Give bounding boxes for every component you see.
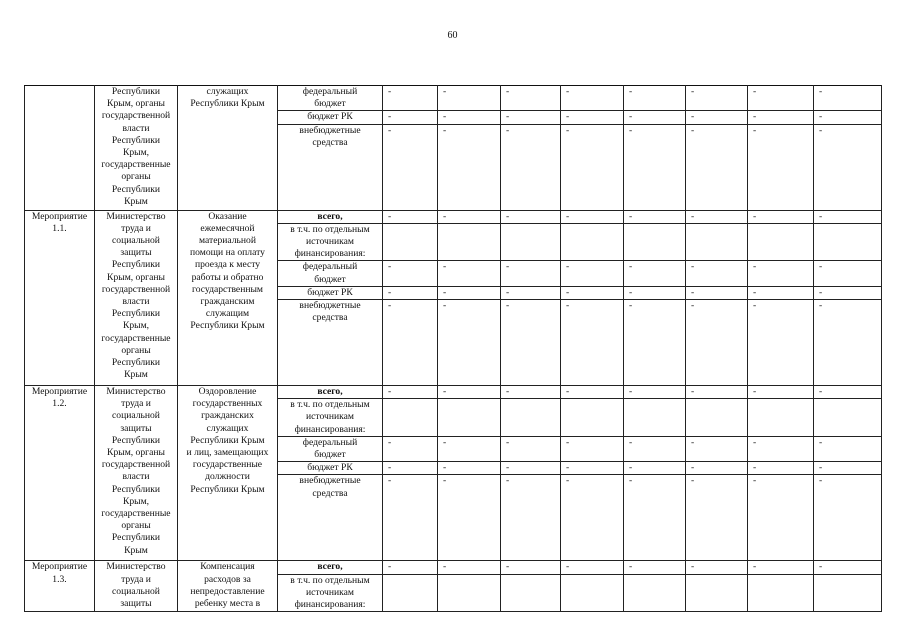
value-cell: - [383,561,438,574]
value-cell: - [814,561,882,574]
value-cell: - [561,86,624,111]
value-cell: - [814,436,882,461]
value-cell: - [438,111,501,124]
measure-name-cell: Мероприятие 1.3. [25,561,95,612]
value-cell: - [383,462,438,475]
executor-cell: Министерство труда и социальной защиты Республики Крым, органы государственной власти Республики Крым, государственные органы Республики Крым [95,386,178,561]
value-cell: - [814,210,882,223]
page-number: 60 [447,30,458,41]
value-cell-empty [624,574,686,612]
value-cell: - [748,261,814,286]
value-cell: - [814,462,882,475]
value-cell: - [501,462,561,475]
value-cell: - [383,286,438,299]
value-cell-empty [438,574,501,612]
description-cell: Компенсация расходов за непредоставление ребенку места в [178,561,278,612]
funding-source-cell: бюджет РК [278,286,383,299]
value-cell: - [383,261,438,286]
funding-source-cell: бюджет РК [278,111,383,124]
value-cell-empty [748,399,814,437]
measure-name-cell: Мероприятие 1.1. [25,210,95,385]
funding-source-cell: внебюджетные средства [278,124,383,210]
funding-source-cell: внебюджетные средства [278,300,383,386]
value-cell: - [624,436,686,461]
value-cell: - [501,86,561,111]
value-cell: - [814,111,882,124]
value-cell: - [686,111,748,124]
funding-source-cell: в т.ч. по отдельным источникам финансирования: [278,399,383,437]
value-cell-empty [624,399,686,437]
value-cell: - [624,86,686,111]
value-cell: - [686,436,748,461]
funding-source-cell: внебюджетные средства [278,475,383,561]
value-cell: - [438,86,501,111]
executor-cell: Министерство труда и социальной защиты Республики Крым, органы государственной власти Республики Крым, государственные органы Республики Крым [95,210,178,385]
value-cell: - [686,462,748,475]
value-cell: - [501,561,561,574]
value-cell: - [748,386,814,399]
value-cell: - [748,86,814,111]
value-cell: - [748,286,814,299]
value-cell: - [686,86,748,111]
measure-name-cell [25,86,95,211]
value-cell: - [501,386,561,399]
value-cell: - [748,436,814,461]
value-cell: - [438,300,501,386]
value-cell: - [561,111,624,124]
value-cell: - [501,436,561,461]
value-cell: - [624,462,686,475]
value-cell: - [438,261,501,286]
executor-cell: Республики Крым, органы государственной власти Республики Крым, государственные органы Республики Крым [95,86,178,211]
value-cell: - [686,210,748,223]
value-cell: - [624,286,686,299]
value-cell: - [561,261,624,286]
value-cell: - [501,475,561,561]
funding-source-cell: в т.ч. по отдельным источникам финансирования: [278,574,383,612]
funding-source-cell: федеральный бюджет [278,86,383,111]
value-cell: - [814,386,882,399]
value-cell: - [438,475,501,561]
value-cell: - [748,124,814,210]
value-cell: - [383,86,438,111]
value-cell: - [686,286,748,299]
value-cell: - [383,475,438,561]
value-cell-empty [561,574,624,612]
value-cell: - [438,561,501,574]
value-cell-empty [501,399,561,437]
value-cell: - [814,300,882,386]
value-cell: - [686,300,748,386]
value-cell: - [624,561,686,574]
value-cell: - [383,124,438,210]
value-cell: - [561,210,624,223]
description-cell: Оздоровление государственных гражданских служащих Республики Крым и лиц, замещающих государственные должности Республики Крым [178,386,278,561]
value-cell-empty [814,223,882,261]
value-cell: - [383,300,438,386]
value-cell: - [438,436,501,461]
value-cell: - [686,386,748,399]
table-row [25,86,882,111]
description-cell: служащих Республики Крым [178,86,278,211]
value-cell: - [686,475,748,561]
value-cell: - [438,210,501,223]
funding-source-cell: всего, [278,561,383,574]
value-cell: - [814,475,882,561]
value-cell: - [561,124,624,210]
value-cell: - [561,436,624,461]
value-cell-empty [748,574,814,612]
value-cell: - [561,300,624,386]
value-cell: - [383,386,438,399]
value-cell: - [561,286,624,299]
value-cell: - [624,261,686,286]
value-cell: - [501,210,561,223]
value-cell-empty [383,399,438,437]
value-cell: - [501,261,561,286]
value-cell: - [561,462,624,475]
value-cell: - [624,386,686,399]
value-cell: - [624,111,686,124]
funding-source-cell: федеральный бюджет [278,261,383,286]
value-cell: - [686,124,748,210]
value-cell-empty [814,574,882,612]
value-cell: - [561,561,624,574]
value-cell: - [624,210,686,223]
value-cell: - [501,111,561,124]
executor-cell: Министерство труда и социальной защиты [95,561,178,612]
value-cell-empty [624,223,686,261]
value-cell: - [501,286,561,299]
value-cell-empty [686,574,748,612]
value-cell: - [624,475,686,561]
description-cell: Оказание ежемесячной материальной помощи на оплату проезда к месту работы и обратно государственным гражданским служащим Республики Крым [178,210,278,385]
value-cell-empty [501,223,561,261]
value-cell: - [686,261,748,286]
value-cell: - [748,462,814,475]
value-cell: - [624,124,686,210]
value-cell: - [438,286,501,299]
value-cell: - [383,210,438,223]
value-cell-empty [686,399,748,437]
value-cell-empty [814,399,882,437]
value-cell-empty [561,223,624,261]
measure-name-cell: Мероприятие 1.2. [25,386,95,561]
value-cell: - [501,124,561,210]
value-cell: - [686,561,748,574]
funding-source-cell: всего, [278,386,383,399]
value-cell: - [383,111,438,124]
value-cell: - [814,261,882,286]
value-cell: - [561,475,624,561]
value-cell: - [501,300,561,386]
funding-source-cell: в т.ч. по отдельным источникам финансирования: [278,223,383,261]
funding-source-cell: федеральный бюджет [278,436,383,461]
table-body [25,86,882,612]
value-cell-empty [438,223,501,261]
program-table-wrap [24,85,882,612]
table-row [25,210,882,223]
table-row [25,386,882,399]
value-cell: - [814,86,882,111]
value-cell: - [748,300,814,386]
value-cell: - [748,475,814,561]
value-cell-empty [383,223,438,261]
value-cell-empty [383,574,438,612]
value-cell: - [748,561,814,574]
table-row [25,561,882,574]
value-cell: - [624,300,686,386]
value-cell: - [748,111,814,124]
funding-source-cell: бюджет РК [278,462,383,475]
value-cell: - [383,436,438,461]
value-cell-empty [561,399,624,437]
value-cell: - [561,386,624,399]
value-cell-empty [748,223,814,261]
value-cell-empty [686,223,748,261]
value-cell-empty [438,399,501,437]
funding-source-cell: всего, [278,210,383,223]
value-cell-empty [501,574,561,612]
value-cell: - [438,386,501,399]
value-cell: - [438,124,501,210]
value-cell: - [814,286,882,299]
program-funding-table [24,85,882,612]
value-cell: - [438,462,501,475]
value-cell: - [748,210,814,223]
value-cell: - [814,124,882,210]
